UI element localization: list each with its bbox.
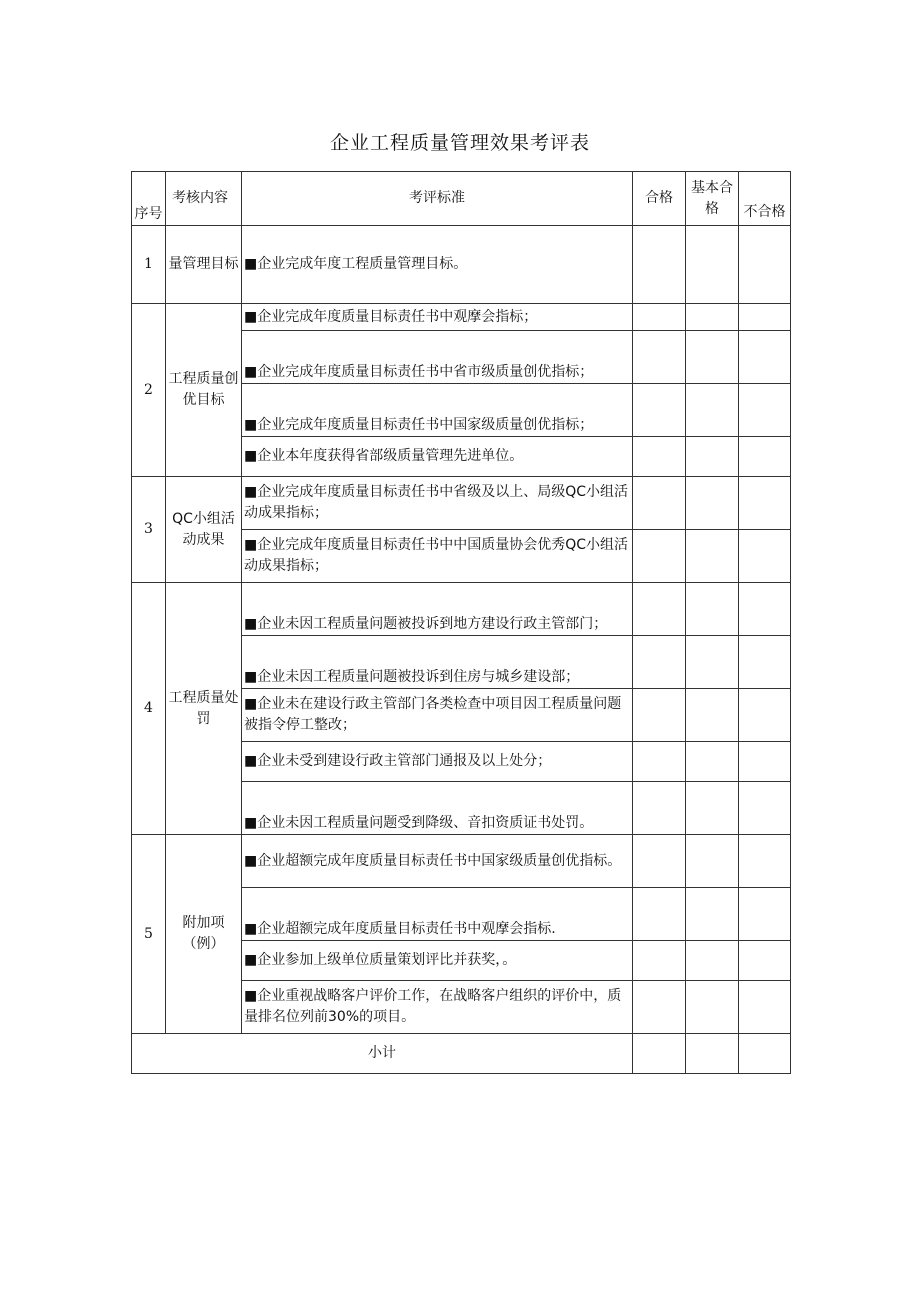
- basic-pass-cell[interactable]: [686, 530, 739, 583]
- pass-cell[interactable]: [633, 304, 686, 331]
- criterion-text: ■企业完成年度质量目标责任书中国家级质量创优指标；: [242, 384, 633, 437]
- evaluation-table: [131, 171, 791, 1074]
- basic-pass-cell[interactable]: [686, 782, 739, 835]
- pass-cell[interactable]: [633, 384, 686, 437]
- fail-cell[interactable]: [739, 941, 791, 981]
- pass-cell[interactable]: [633, 835, 686, 888]
- subtotal-row: [132, 1034, 791, 1074]
- header-row: [132, 172, 791, 226]
- criterion-text: ■企业完成年度质量目标责任书中省市级质量创优指标；: [242, 331, 633, 384]
- section-number: 4: [132, 583, 166, 835]
- section-item: 工程质量处罚: [166, 583, 242, 835]
- fail-cell[interactable]: [739, 583, 791, 636]
- section-item: 量管理目标: [166, 226, 242, 304]
- basic-pass-cell[interactable]: [686, 636, 739, 689]
- basic-pass-cell[interactable]: [686, 384, 739, 437]
- criterion-text: ■企业未受到建设行政主管部门通报及以上处分；: [242, 742, 633, 782]
- basic-pass-cell[interactable]: [686, 941, 739, 981]
- section-item: QC小组活动成果: [166, 477, 242, 583]
- criterion-text: ■企业未因工程质量问题受到降级、音扣资质证书处罚。: [242, 782, 633, 835]
- basic-pass-cell[interactable]: [686, 331, 739, 384]
- basic-pass-cell[interactable]: [686, 689, 739, 742]
- criterion-text: ■企业未因工程质量问题被投诉到住房与城乡建设部；: [242, 636, 633, 689]
- form-title: 企业工程质量管理效果考评表: [329, 132, 590, 154]
- criterion-text: ■企业本年度获得省部级质量管理先进单位。: [242, 437, 633, 477]
- fail-cell[interactable]: [739, 981, 791, 1034]
- header-no: 序号: [132, 172, 166, 226]
- pass-cell[interactable]: [633, 437, 686, 477]
- fail-cell[interactable]: [739, 331, 791, 384]
- pass-cell[interactable]: [633, 689, 686, 742]
- pass-cell[interactable]: [633, 583, 686, 636]
- basic-pass-cell[interactable]: [686, 226, 739, 304]
- pass-cell[interactable]: [633, 1034, 686, 1074]
- pass-cell[interactable]: [633, 226, 686, 304]
- section-item: 附加项（例）: [166, 835, 242, 1034]
- criterion-text: ■企业完成年度质量目标责任书中省级及以上、局级QC小组活动成果指标；: [242, 477, 633, 530]
- section-number: 1: [132, 226, 166, 304]
- fail-cell[interactable]: [739, 689, 791, 742]
- fail-cell[interactable]: [739, 226, 791, 304]
- pass-cell[interactable]: [633, 888, 686, 941]
- header-basic-pass: 基本合格: [686, 172, 739, 226]
- section-number: 3: [132, 477, 166, 583]
- basic-pass-cell[interactable]: [686, 437, 739, 477]
- fail-cell[interactable]: [739, 742, 791, 782]
- pass-cell[interactable]: [633, 742, 686, 782]
- criterion-text: ■企业完成年度质量目标责任书中观摩会指标；: [242, 304, 633, 331]
- fail-cell[interactable]: [739, 477, 791, 530]
- fail-cell[interactable]: [739, 384, 791, 437]
- criterion-text: ■企业未在建设行政主管部门各类检查中项目因工程质量问题被指令停工整改；: [242, 689, 633, 742]
- basic-pass-cell[interactable]: [686, 835, 739, 888]
- pass-cell[interactable]: [633, 636, 686, 689]
- fail-cell[interactable]: [739, 782, 791, 835]
- criterion-text: ■企业超额完成年度质量目标责任书中观摩会指标.: [242, 888, 633, 941]
- fail-cell[interactable]: [739, 304, 791, 331]
- header-pass: 合格: [633, 172, 686, 226]
- pass-cell[interactable]: [633, 941, 686, 981]
- pass-cell[interactable]: [633, 782, 686, 835]
- basic-pass-cell[interactable]: [686, 888, 739, 941]
- table-row: [132, 583, 791, 636]
- fail-cell[interactable]: [739, 530, 791, 583]
- fail-cell[interactable]: [739, 1034, 791, 1074]
- criterion-text: ■企业完成年度质量目标责任书中中国质量协会优秀QC小组活动成果指标；: [242, 530, 633, 583]
- pass-cell[interactable]: [633, 477, 686, 530]
- basic-pass-cell[interactable]: [686, 477, 739, 530]
- criterion-text: ■企业参加上级单位质量策划评比并获奖，。: [242, 941, 633, 981]
- basic-pass-cell[interactable]: [686, 981, 739, 1034]
- pass-cell[interactable]: [633, 530, 686, 583]
- fail-cell[interactable]: [739, 835, 791, 888]
- table-row: [132, 304, 791, 331]
- criterion-text: ■企业超额完成年度质量目标责任书中国家级质量创优指标。: [242, 835, 633, 888]
- header-item: 考核内容: [166, 172, 242, 226]
- fail-cell[interactable]: [739, 437, 791, 477]
- table-row: [132, 226, 791, 304]
- pass-cell[interactable]: [633, 981, 686, 1034]
- section-number: 5: [132, 835, 166, 1034]
- header-fail: 不合格: [739, 172, 791, 226]
- section-number: 2: [132, 304, 166, 477]
- section-item: 工程质量创优目标: [166, 304, 242, 477]
- subtotal-label: 小计: [132, 1034, 633, 1074]
- basic-pass-cell[interactable]: [686, 583, 739, 636]
- basic-pass-cell[interactable]: [686, 304, 739, 331]
- fail-cell[interactable]: [739, 888, 791, 941]
- table-row: [132, 835, 791, 888]
- pass-cell[interactable]: [633, 331, 686, 384]
- table-row: [132, 477, 791, 530]
- criterion-text: ■企业重视战略客户评价工作，在战略客户组织的评价中，质量排名位列前30%的项目。: [242, 981, 633, 1034]
- header-criteria: 考评标准: [242, 172, 633, 226]
- basic-pass-cell[interactable]: [686, 742, 739, 782]
- criterion-text: ■企业未因工程质量问题被投诉到地方建设行政主管部门；: [242, 583, 633, 636]
- fail-cell[interactable]: [739, 636, 791, 689]
- criterion-text: ■企业完成年度工程质量管理目标。: [242, 226, 633, 304]
- basic-pass-cell[interactable]: [686, 1034, 739, 1074]
